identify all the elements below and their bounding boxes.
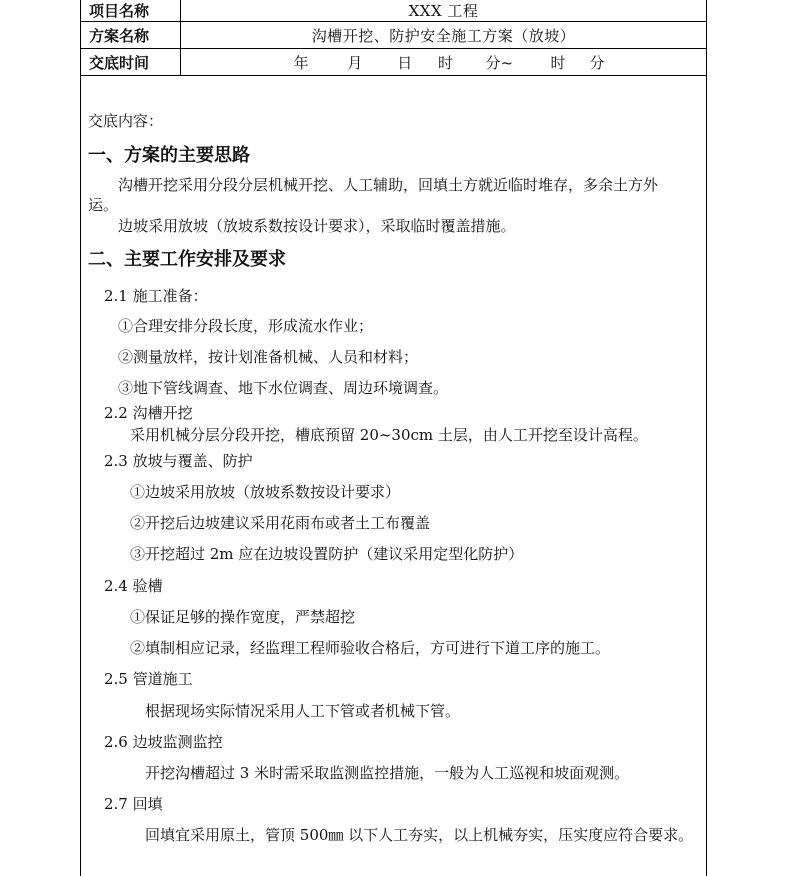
list-item: ③开挖超过 2m 应在边坡设置防护（建议采用定型化防护） (130, 545, 524, 563)
subsection-2-6-title: 2.6 边坡监测监控 (104, 733, 223, 751)
plan-name-value: 沟槽开挖、防护安全施工方案（放坡） (181, 22, 707, 49)
briefing-time-value (181, 49, 707, 76)
table-row (81, 0, 707, 22)
subsection-2-4-title: 2.4 验槽 (104, 577, 163, 595)
list-item: ②开挖后边坡建议采用花雨布或者土工布覆盖 (130, 514, 431, 532)
time-part: 分~ (485, 53, 514, 72)
subsection-2-2-title: 2.2 沟槽开挖 (104, 404, 193, 422)
time-part: 分 (589, 53, 605, 72)
section-1-para-1-cont: 运。 (88, 196, 119, 214)
briefing-time-label: 交底时间 (81, 49, 181, 76)
subsection-2-3-title: 2.3 放坡与覆盖、防护 (104, 452, 253, 470)
time-part: 年 (293, 53, 309, 72)
table-row (81, 49, 707, 76)
section-1-para-2: 边坡采用放坡（放坡系数按设计要求），采取临时覆盖措施。 (118, 217, 516, 235)
project-name-value: XXX 工程 (181, 0, 707, 22)
subsection-2-2-text: 采用机械分层分段开挖，槽底预留 20~30cm 土层，由人工开挖至设计高程。 (130, 426, 648, 444)
list-item: ②填制相应记录，经监理工程师验收合格后，方可进行下道工序的施工。 (130, 639, 611, 657)
time-part: 时 (550, 53, 566, 72)
plan-name-label: 方案名称 (81, 22, 181, 49)
time-part: 日 (397, 53, 413, 72)
list-item: ①边坡采用放坡（放坡系数按设计要求） (130, 483, 401, 501)
list-item: ③地下管线调查、地下水位调查、周边环境调查。 (118, 379, 449, 397)
list-item: ①合理安排分段长度，形成流水作业； (118, 317, 374, 335)
project-name-label: 项目名称 (81, 0, 181, 22)
subsection-2-5-title: 2.5 管道施工 (104, 670, 193, 688)
list-item: ①保证足够的操作宽度，严禁超挖 (130, 608, 356, 626)
section-2-title: 二、主要工作安排及要求 (88, 249, 286, 270)
subsection-2-6-text: 开挖沟槽超过 3 米时需采取监测监控措施，一般为人工巡视和坡面观测。 (145, 764, 630, 782)
subsection-2-1-title: 2.1 施工准备： (104, 287, 208, 305)
subsection-2-5-text: 根据现场实际情况采用人工下管或者机械下管。 (145, 702, 461, 720)
section-1-para-1: 沟槽开挖采用分段分层机械开挖、人工辅助，回填土方就近临时堆存，多余土方外 (118, 176, 659, 194)
content-label: 交底内容： (88, 112, 164, 130)
list-item: ②测量放样，按计划准备机械、人员和材料； (118, 348, 419, 366)
subsection-2-7-text: 回填宜采用原土，管顶 500㎜ 以下人工夯实，以上机械夯实，压实度应符合要求。 (145, 826, 694, 844)
section-1-title: 一、方案的主要思路 (88, 145, 250, 166)
time-part: 时 (437, 53, 453, 72)
time-part: 月 (347, 53, 363, 72)
table-row (81, 22, 707, 49)
subsection-2-7-title: 2.7 回填 (104, 795, 163, 813)
header-table (80, 0, 707, 76)
